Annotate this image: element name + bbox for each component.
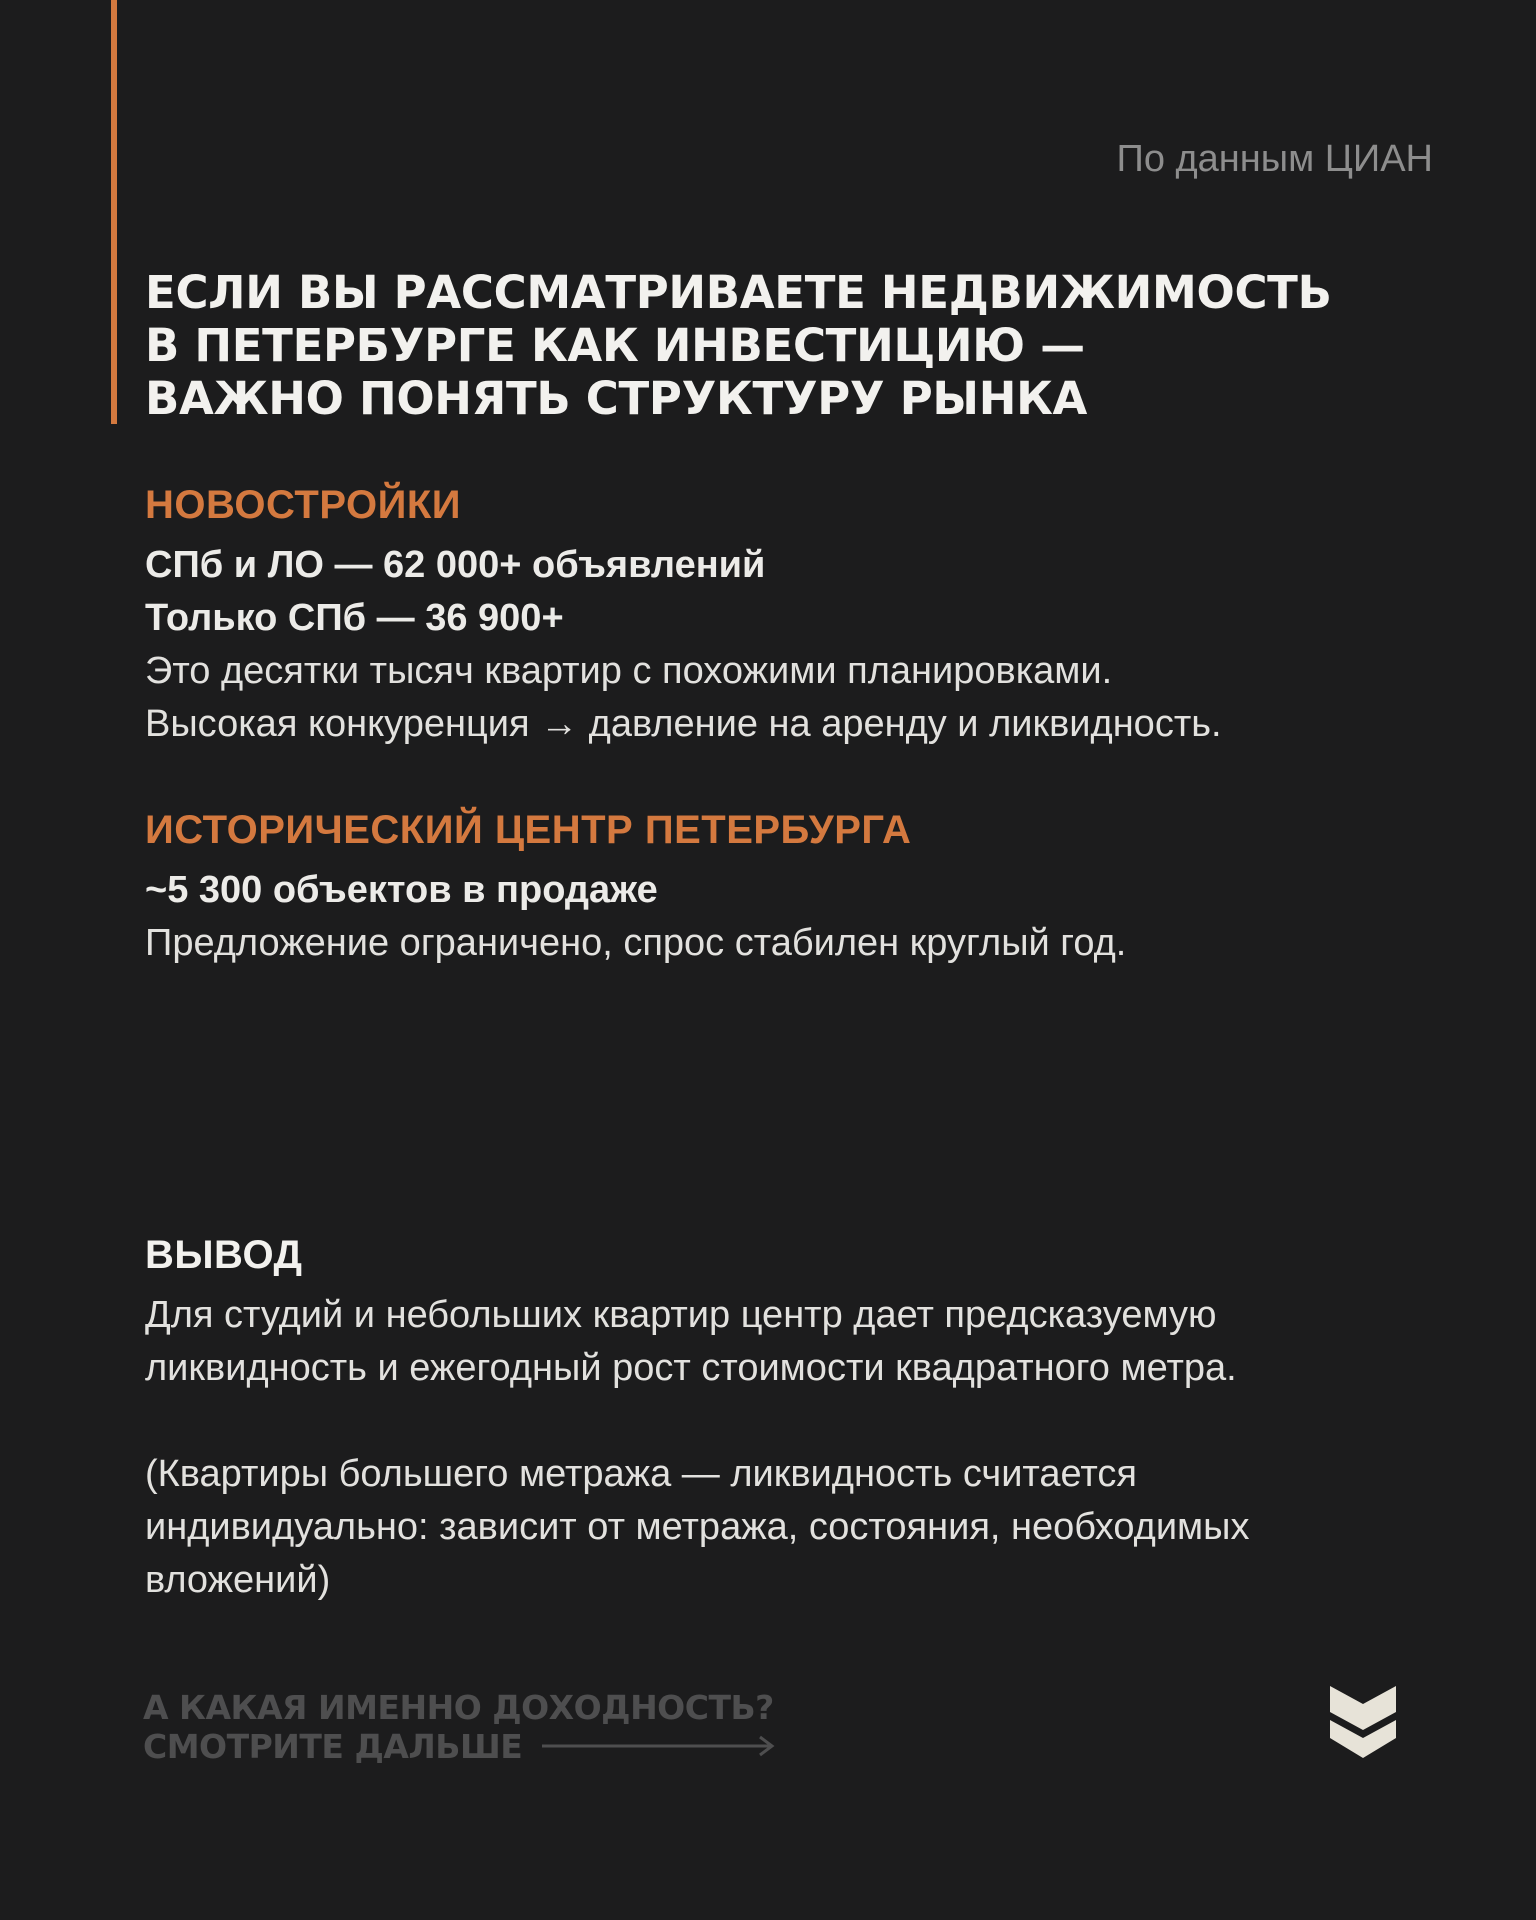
new-buildings-stat-spb: Только СПб — 36 900+ bbox=[145, 597, 564, 639]
new-buildings-section bbox=[145, 479, 1405, 751]
historic-center-stat: ~5 300 объектов в продаже bbox=[145, 869, 658, 911]
headline-line-2: В ПЕТЕРБУРГЕ КАК ИНВЕСТИЦИЮ — bbox=[145, 319, 1085, 372]
historic-center-text: Предложение ограничено, спрос стабилен круглый год. bbox=[145, 922, 1127, 964]
new-buildings-title: НОВОСТРОЙКИ bbox=[145, 483, 462, 527]
long-arrow-right-icon bbox=[540, 1727, 776, 1766]
source-note: По данным ЦИАН bbox=[1116, 138, 1433, 180]
cta-row bbox=[143, 1727, 776, 1766]
historic-center-section bbox=[145, 804, 1405, 970]
conclusion-paragraph-2-line-3: вложений) bbox=[145, 1559, 331, 1601]
historic-center-title: ИСТОРИЧЕСКИЙ ЦЕНТР ПЕТЕРБУРГА bbox=[145, 808, 912, 852]
headline-line-3: ВАЖНО ПОНЯТЬ СТРУКТУРУ РЫНКА bbox=[145, 372, 1088, 425]
conclusion-section bbox=[145, 1229, 1405, 1607]
headline bbox=[145, 266, 1445, 425]
accent-line bbox=[111, 0, 117, 424]
conclusion-paragraph-1-line-2: ликвидность и ежегодный рост стоимости квадратного метра. bbox=[145, 1347, 1237, 1389]
cta-line-1: А КАКАЯ ИМЕННО ДОХОДНОСТЬ? bbox=[143, 1688, 774, 1727]
cta-line-2: СМОТРИТЕ ДАЛЬШЕ bbox=[143, 1727, 523, 1766]
conclusion-paragraph-1-line-1: Для студий и небольших квартир центр дает предсказуемую bbox=[145, 1294, 1217, 1336]
headline-line-1: ЕСЛИ ВЫ РАССМАТРИВАЕТЕ НЕДВИЖИМОСТЬ bbox=[145, 266, 1332, 319]
conclusion-paragraph-2-line-1: (Квартиры большего метража — ликвидность считается bbox=[145, 1453, 1137, 1495]
brand-logo-icon bbox=[1330, 1686, 1396, 1758]
new-buildings-text-1: Это десятки тысяч квартир с похожими планировками. bbox=[145, 650, 1113, 692]
next-slide-cta bbox=[143, 1688, 776, 1766]
new-buildings-text-2: Высокая конкуренция → давление на аренду и ликвидность. bbox=[145, 703, 1222, 745]
paragraph-gap bbox=[145, 1395, 1405, 1448]
conclusion-paragraph-2-line-2: индивидуально: зависит от метража, состояния, необходимых bbox=[145, 1506, 1250, 1548]
new-buildings-stat-spb-lo: СПб и ЛО — 62 000+ объявлений bbox=[145, 544, 766, 586]
conclusion-title: ВЫВОД bbox=[145, 1233, 303, 1277]
